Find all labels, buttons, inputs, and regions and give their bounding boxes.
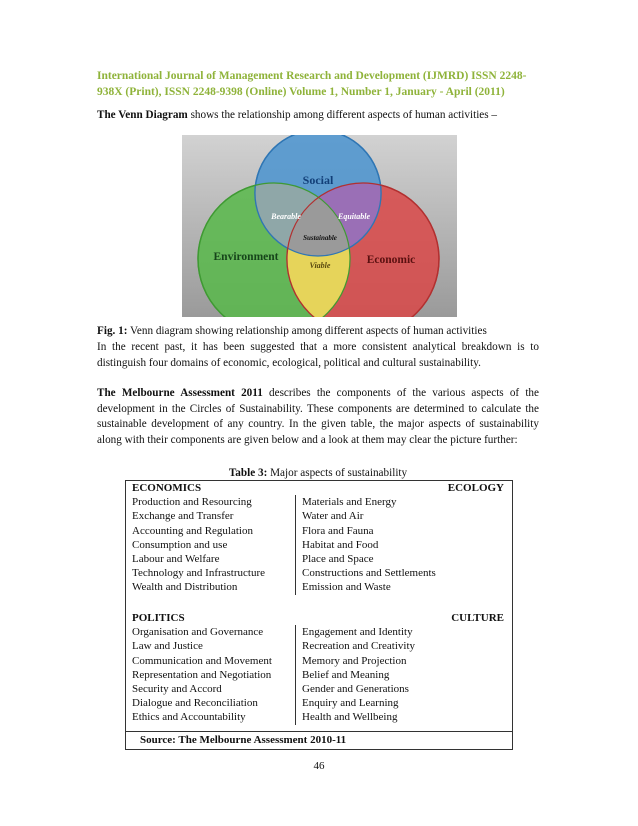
- melbourne-text: describes the components of the various aspects of the development in the Circles of Sustainability. These components are determined to calculate the sustainable development of any country. In the given table, the major aspects of sustainability along with their components are given below and a look at them may clear the picture further:: [97, 387, 539, 446]
- table-cell: Technology and Infrastructure: [132, 566, 296, 580]
- sustainable-label: Sustainable: [303, 234, 337, 242]
- economic-label: Economic: [366, 254, 416, 266]
- table-cell: Place and Space: [302, 553, 374, 566]
- table-cell: Ethics and Accountability: [132, 710, 296, 724]
- table-row: [132, 580, 504, 594]
- economics-ecology-block: [132, 481, 504, 595]
- table-cell: Belief and Meaning: [302, 668, 390, 681]
- table-cell: Emission and Waste: [302, 581, 391, 594]
- sustainability-table: [125, 480, 513, 750]
- bearable-label: Bearable: [271, 212, 301, 221]
- environment-label: Environment: [213, 251, 279, 263]
- intro-text: shows the relationship among different aspects of human activities –: [187, 109, 498, 121]
- table-cell: Habitat and Food: [302, 538, 379, 551]
- source-divider: [126, 731, 512, 732]
- table-row: [132, 710, 504, 724]
- table-row: [132, 538, 504, 552]
- paragraph-domains: In the recent past, it has been suggested that a more consistent analytical breakdown is to distinguish four domains of economic, ecological, political and cultural sustainability.: [97, 341, 539, 369]
- caption-bold: Fig. 1:: [97, 325, 128, 337]
- figure-caption: [97, 324, 539, 340]
- table-row: [132, 625, 504, 639]
- table-row: [132, 524, 504, 538]
- equitable-label: Equitable: [337, 212, 371, 221]
- table-row: [132, 495, 504, 509]
- table-caption-text: Major aspects of sustainability: [267, 467, 408, 479]
- table-cell: Memory and Projection: [302, 654, 407, 667]
- caption-text: Venn diagram showing relationship among different aspects of human activities: [127, 325, 487, 337]
- culture-heading: CULTURE: [451, 612, 504, 624]
- table-row: [132, 696, 504, 710]
- block1-header: [132, 481, 504, 495]
- table-caption: [97, 467, 539, 479]
- table-cell: Flora and Fauna: [302, 524, 374, 537]
- intro-paragraph: [97, 108, 539, 124]
- venn-diagram: [182, 135, 457, 317]
- table-cell: Exchange and Transfer: [132, 509, 296, 523]
- table-cell: Enquiry and Learning: [302, 697, 399, 710]
- journal-header-line2: 938X (Print), ISSN 2248-9398 (Online) Volume 1, Number 1, January - April (2011): [97, 86, 505, 98]
- intro-bold: The Venn Diagram: [97, 109, 188, 121]
- table-cell: Accounting and Regulation: [132, 524, 296, 538]
- journal-header: [97, 68, 547, 100]
- table-row: [132, 654, 504, 668]
- table-source: Source: The Melbourne Assessment 2010-11: [140, 734, 347, 746]
- table-cell: Communication and Movement: [132, 654, 296, 668]
- table-row: [132, 639, 504, 653]
- table-cell: Representation and Negotiation: [132, 668, 296, 682]
- table-cell: Water and Air: [302, 510, 364, 523]
- social-label: Social: [302, 173, 334, 187]
- politics-heading: POLITICS: [132, 612, 185, 624]
- block2-header: [132, 611, 504, 625]
- table-cell: Wealth and Distribution: [132, 580, 296, 594]
- viable-label: Viable: [309, 261, 331, 270]
- table-row: [132, 566, 504, 580]
- politics-culture-block: [132, 611, 504, 725]
- table-row: [132, 509, 504, 523]
- melbourne-bold: The Melbourne Assessment 2011: [97, 387, 263, 399]
- table-row: [132, 552, 504, 566]
- ecology-heading: ECOLOGY: [447, 482, 504, 494]
- table-caption-bold: Table 3:: [228, 467, 268, 479]
- paragraph-melbourne: [97, 386, 539, 448]
- table-cell: Engagement and Identity: [302, 626, 413, 639]
- table-cell: Security and Accord: [132, 682, 296, 696]
- table-cell: Materials and Energy: [302, 496, 397, 509]
- table-cell: Production and Resourcing: [132, 495, 296, 509]
- journal-header-line1: International Journal of Management Research and Development (IJMRD) ISSN 2248-: [97, 70, 527, 82]
- table-cell: Labour and Welfare: [132, 552, 296, 566]
- table-cell: Constructions and Settlements: [302, 567, 436, 580]
- table-cell: Dialogue and Reconciliation: [132, 696, 296, 710]
- table-cell: Recreation and Creativity: [302, 640, 416, 653]
- economics-heading: ECONOMICS: [132, 482, 202, 494]
- venn-figure: [182, 135, 457, 317]
- page-number: 46: [313, 760, 325, 772]
- table-cell: Gender and Generations: [302, 683, 409, 696]
- table-row: [132, 668, 504, 682]
- table-cell: Consumption and use: [132, 538, 296, 552]
- table-cell: Law and Justice: [132, 639, 296, 653]
- table-cell: Organisation and Governance: [132, 625, 296, 639]
- table-cell: Health and Wellbeing: [302, 711, 398, 724]
- table-row: [132, 682, 504, 696]
